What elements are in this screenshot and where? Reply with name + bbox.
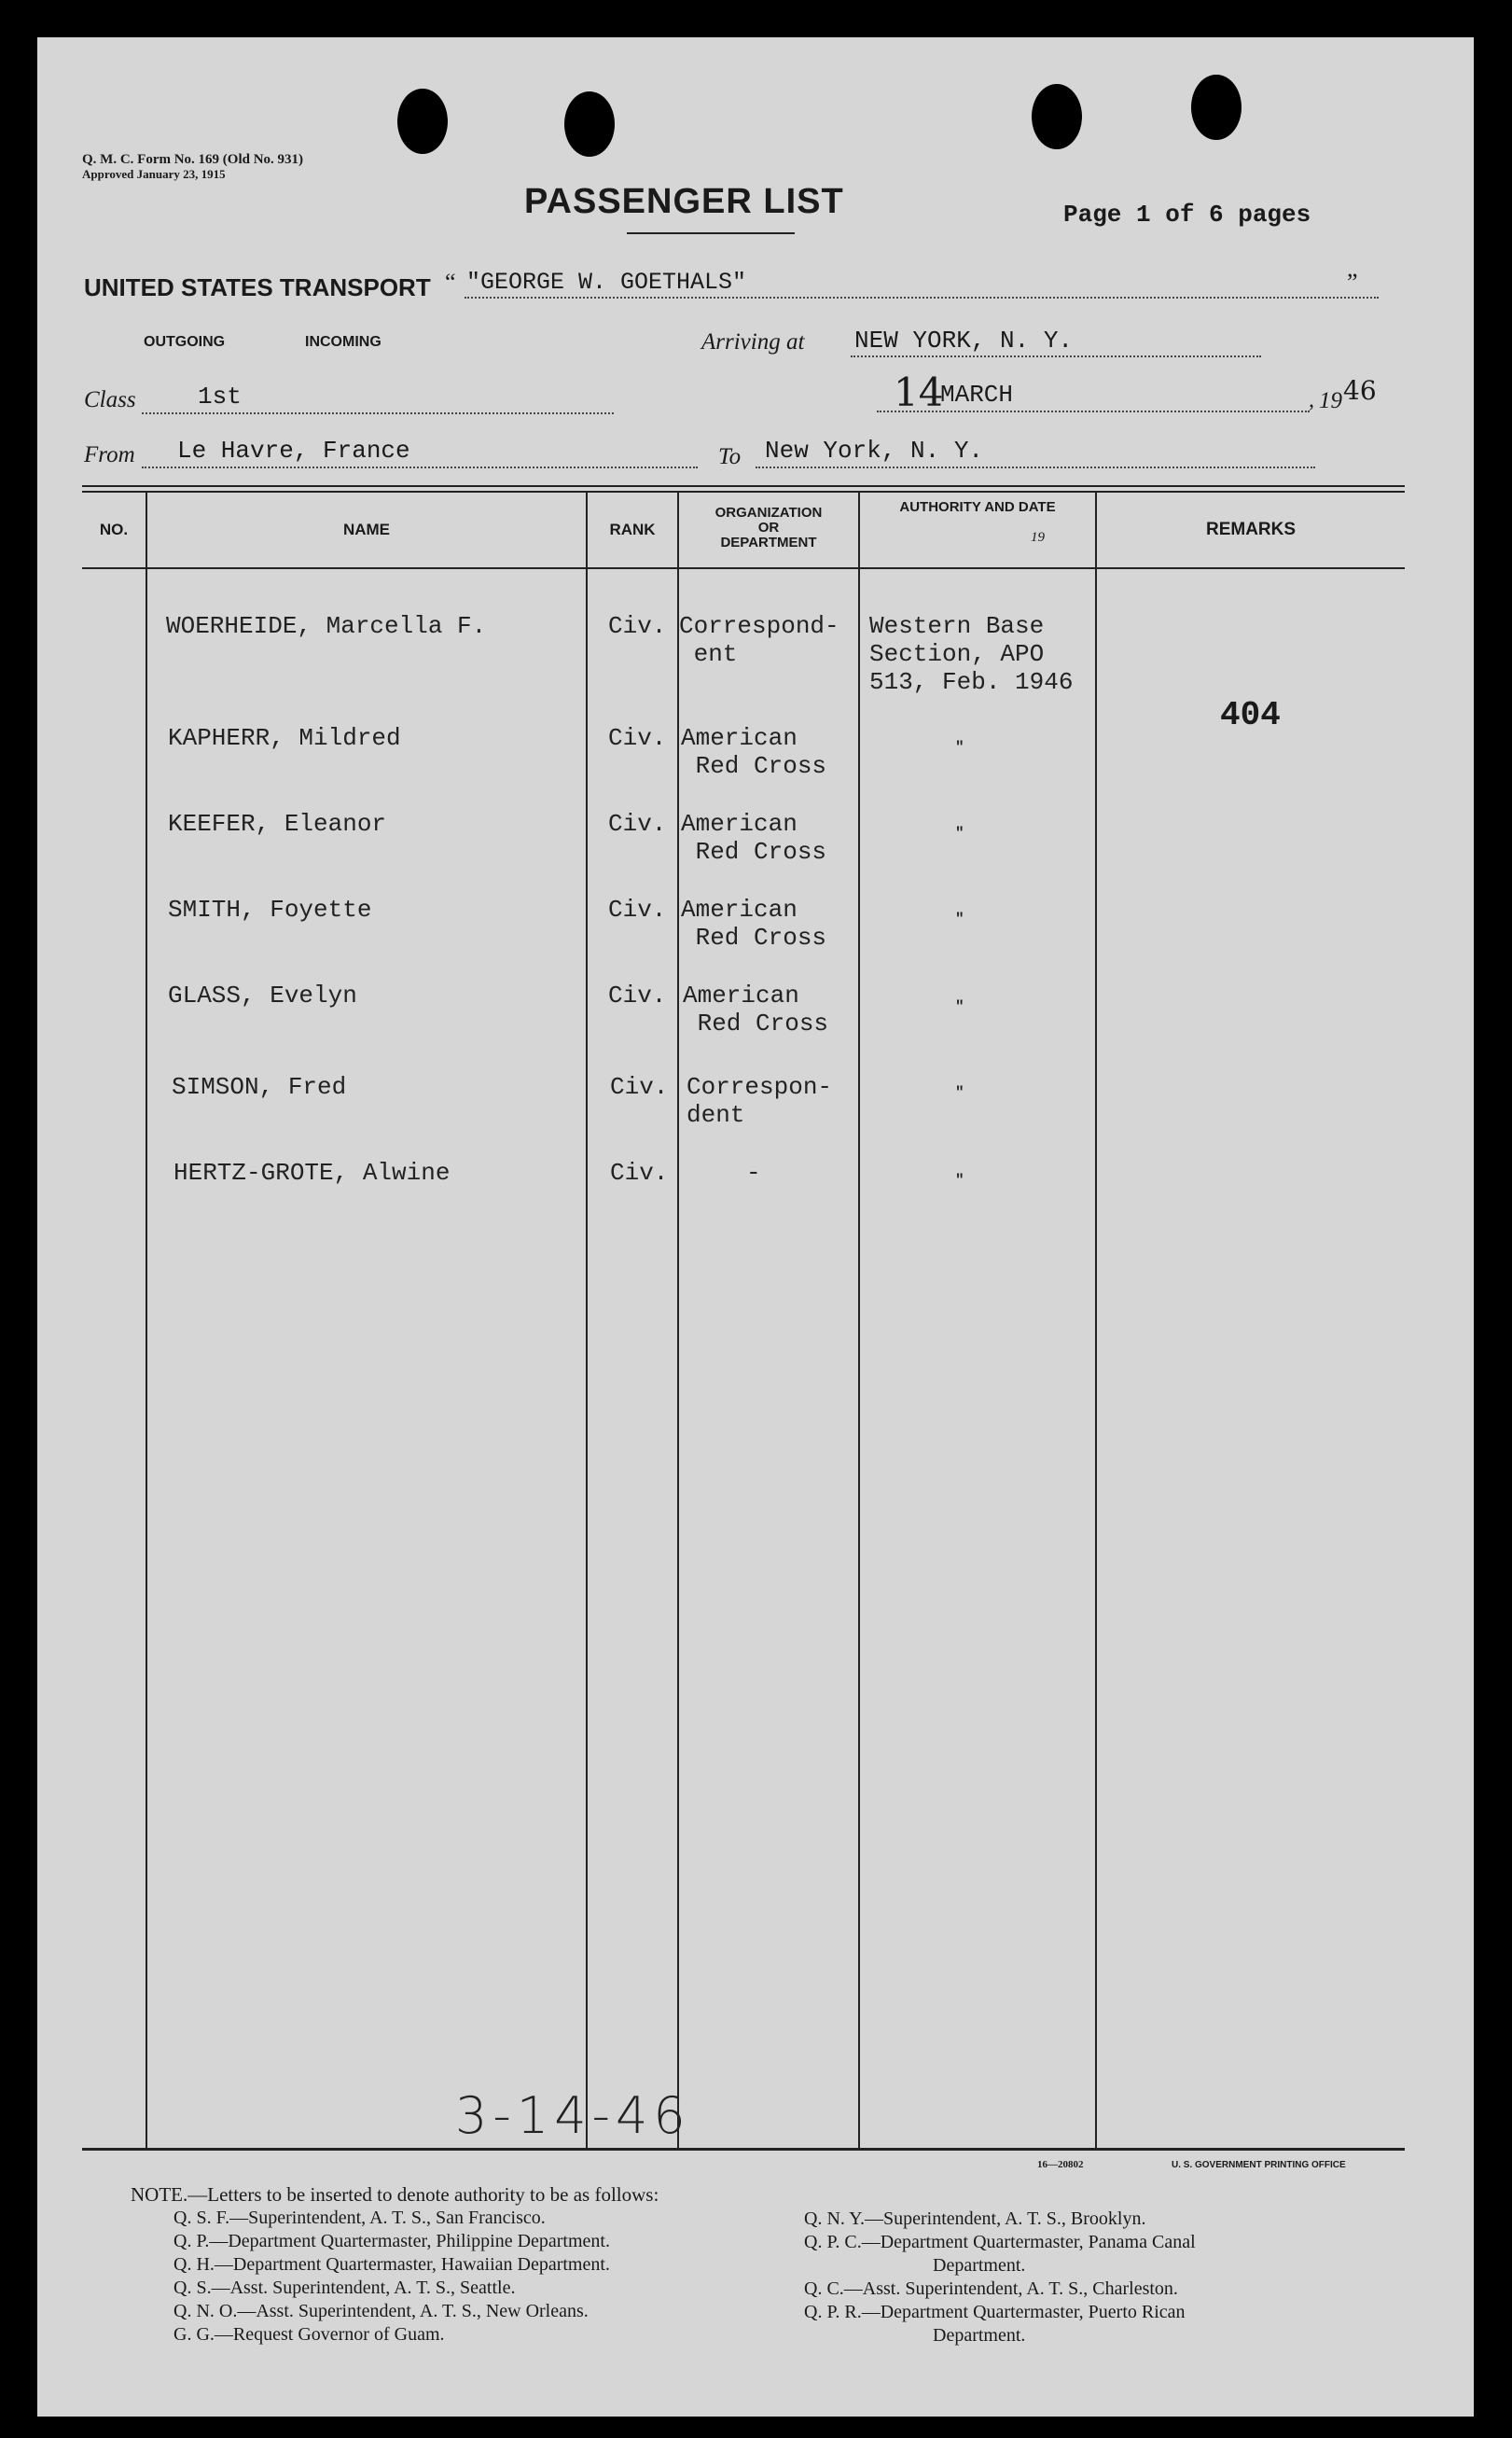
col-header-no: NO. bbox=[99, 521, 129, 538]
col-header-org-line: DEPARTMENT bbox=[720, 535, 817, 550]
year-prefix: 19 bbox=[1319, 388, 1342, 413]
passenger-organization: American Red Cross bbox=[683, 982, 829, 1038]
column-divider bbox=[146, 493, 147, 2148]
handwritten-date: 3-14-46 bbox=[455, 2086, 691, 2145]
form-number-text: Q. M. C. Form No. 169 (Old No. 931) bbox=[82, 152, 304, 167]
passenger-organization: American Red Cross bbox=[681, 896, 827, 952]
passenger-name: SMITH, Foyette bbox=[168, 896, 372, 924]
column-divider bbox=[677, 493, 679, 2148]
ditto-mark: " bbox=[955, 825, 964, 842]
date-month: MARCH bbox=[940, 381, 1014, 409]
class-dotted-line bbox=[142, 412, 614, 414]
to-dotted-line bbox=[756, 467, 1315, 468]
to-value: New York, N. Y. bbox=[765, 437, 984, 465]
note-right: Department. bbox=[933, 2325, 1026, 2346]
print-code: 16—20802 bbox=[1037, 2159, 1084, 2170]
passenger-name: KAPHERR, Mildred bbox=[168, 724, 401, 752]
col-header-organization bbox=[679, 506, 858, 550]
note-left: Q. S. F.—Superintendent, A. T. S., San Francisco. bbox=[173, 2208, 546, 2228]
note-right: Q. P. R.—Department Quartermaster, Puerto Rican bbox=[804, 2302, 1186, 2322]
table-header-rule bbox=[82, 567, 1405, 569]
punch-hole bbox=[1032, 84, 1082, 149]
table-top-rule bbox=[82, 485, 1405, 487]
title-underline bbox=[627, 232, 795, 234]
note-left: G. G.—Request Governor of Guam. bbox=[173, 2324, 445, 2345]
note-left: Q. S.—Asst. Superintendent, A. T. S., Seattle. bbox=[173, 2278, 516, 2298]
passenger-name: SIMSON, Fred bbox=[172, 1073, 347, 1101]
arriving-label: Arriving at bbox=[701, 329, 805, 355]
from-value: Le Havre, France bbox=[177, 437, 410, 465]
class-value: 1st bbox=[198, 383, 242, 411]
col-header-authority: AUTHORITY AND DATE bbox=[899, 499, 1056, 515]
passenger-rank: Civ. bbox=[608, 896, 667, 924]
passenger-rank: Civ. bbox=[608, 982, 667, 1010]
ditto-mark: " bbox=[955, 911, 964, 927]
note-left: Q. H.—Department Quartermaster, Hawaiian Department. bbox=[173, 2254, 610, 2275]
column-divider bbox=[1095, 493, 1097, 2148]
passenger-organization: American Red Cross bbox=[681, 724, 827, 780]
note-left: Q. N. O.—Asst. Superintendent, A. T. S., New Orleans. bbox=[173, 2301, 589, 2321]
col-header-name: NAME bbox=[342, 521, 391, 538]
table-top-rule bbox=[82, 491, 1405, 493]
passenger-name: GLASS, Evelyn bbox=[168, 982, 357, 1010]
punch-hole bbox=[397, 89, 448, 154]
remarks-number: 404 bbox=[1220, 696, 1281, 734]
note-left: Q. P.—Department Quartermaster, Philippine Department. bbox=[173, 2231, 610, 2251]
passenger-rank: Civ. bbox=[608, 724, 667, 752]
printer-name: U. S. GOVERNMENT PRINTING OFFICE bbox=[1172, 2160, 1346, 2170]
column-divider bbox=[586, 493, 588, 2148]
from-dotted-line bbox=[142, 467, 698, 468]
transport-name: "GEORGE W. GOETHALS" bbox=[466, 269, 747, 296]
ditto-mark: " bbox=[955, 739, 964, 756]
col-header-org-line: OR bbox=[757, 520, 780, 536]
arriving-value: NEW YORK, N. Y. bbox=[854, 327, 1074, 355]
outgoing-label: OUTGOING bbox=[144, 334, 226, 350]
note-intro: NOTE.—Letters to be inserted to denote authority to be as follows: bbox=[131, 2183, 659, 2206]
page-info: Page 1 of 6 pages bbox=[1063, 201, 1311, 229]
punch-hole bbox=[1191, 75, 1242, 140]
passenger-organization: - bbox=[746, 1159, 761, 1187]
note-right: Q. P. C.—Department Quartermaster, Panama Canal bbox=[804, 2232, 1196, 2252]
to-label: To bbox=[718, 444, 742, 469]
year-separator: , bbox=[1309, 388, 1314, 412]
passenger-organization: Correspond- ent bbox=[679, 612, 839, 668]
col-header-rank: RANK bbox=[609, 521, 656, 538]
passenger-name: WOERHEIDE, Marcella F. bbox=[166, 612, 487, 640]
ditto-mark: " bbox=[955, 998, 964, 1015]
passenger-name: KEEFER, Eleanor bbox=[168, 810, 387, 838]
form-paper bbox=[37, 37, 1474, 2417]
ditto-mark: " bbox=[955, 1172, 964, 1189]
close-quote: ” bbox=[1347, 269, 1358, 296]
col-header-authority-year: 19 bbox=[1031, 530, 1045, 545]
page-title: PASSENGER LIST bbox=[524, 182, 844, 221]
note-right: Department. bbox=[933, 2255, 1026, 2276]
passenger-organization: Correspon- dent bbox=[687, 1073, 833, 1129]
from-label: From bbox=[84, 442, 135, 467]
note-right: Q. C.—Asst. Superintendent, A. T. S., Charleston. bbox=[804, 2278, 1178, 2299]
ditto-mark: " bbox=[955, 1084, 964, 1101]
arriving-dotted-line bbox=[851, 355, 1261, 357]
approval-date: Approved January 23, 1915 bbox=[82, 167, 226, 181]
col-header-remarks: REMARKS bbox=[1205, 520, 1297, 539]
col-header-org-line: ORGANIZATION bbox=[714, 505, 823, 521]
open-quote: “ bbox=[445, 269, 456, 296]
transport-label: UNITED STATES TRANSPORT bbox=[84, 273, 431, 301]
incoming-label: INCOMING bbox=[305, 334, 381, 350]
punch-hole bbox=[564, 91, 615, 157]
table-bottom-rule bbox=[82, 2148, 1405, 2151]
passenger-rank: Civ. bbox=[610, 1159, 669, 1187]
date-day: 14 bbox=[894, 369, 944, 415]
year-suffix: 46 bbox=[1343, 375, 1377, 406]
transport-dotted-line bbox=[465, 297, 1379, 299]
form-number bbox=[82, 153, 303, 181]
passenger-rank: Civ. bbox=[608, 612, 667, 640]
passenger-organization: American Red Cross bbox=[681, 810, 827, 866]
note-right: Q. N. Y.—Superintendent, A. T. S., Brooklyn. bbox=[804, 2208, 1146, 2229]
column-divider bbox=[858, 493, 860, 2148]
class-label: Class bbox=[84, 387, 136, 412]
passenger-authority: Western Base Section, APO 513, Feb. 1946 bbox=[869, 612, 1074, 696]
passenger-rank: Civ. bbox=[608, 810, 667, 838]
passenger-name: HERTZ-GROTE, Alwine bbox=[173, 1159, 451, 1187]
passenger-rank: Civ. bbox=[610, 1073, 669, 1101]
